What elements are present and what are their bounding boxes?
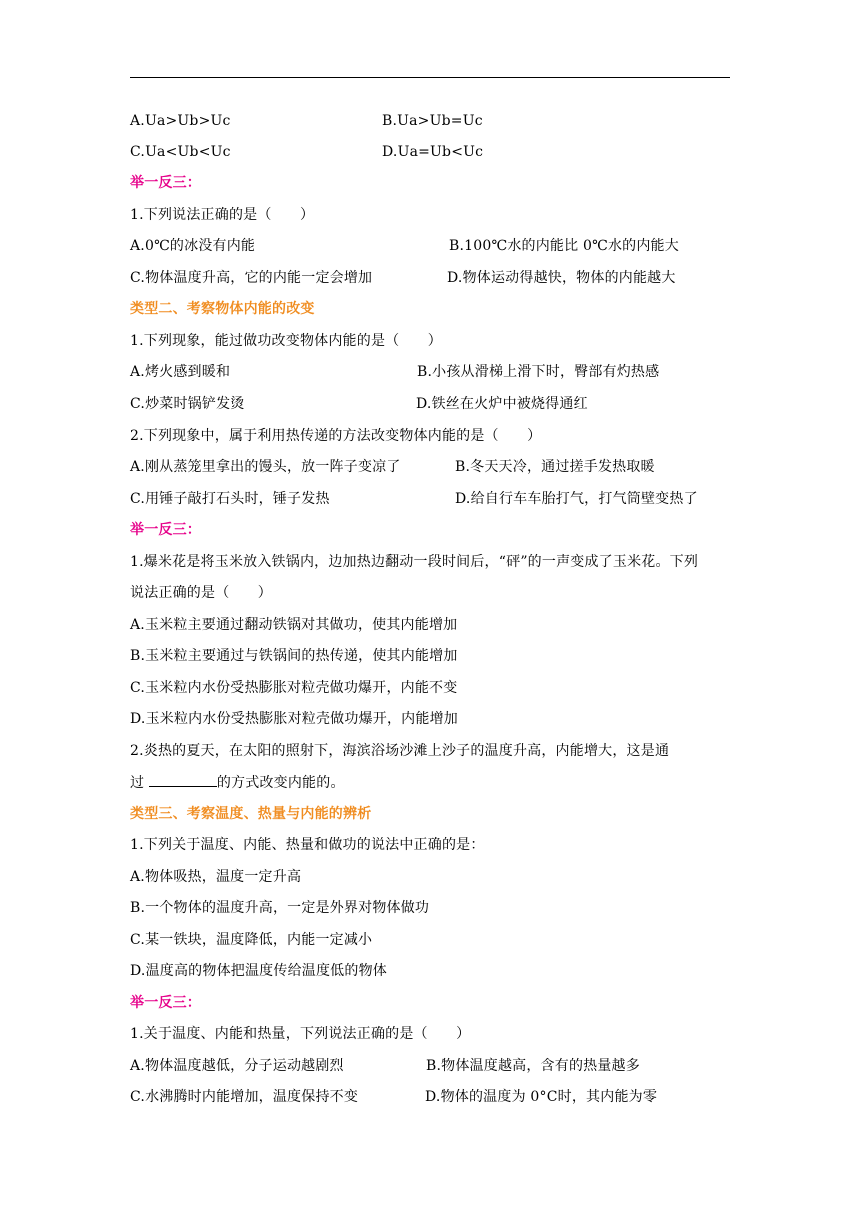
option-d: D.铁丝在火炉中被烧得通红 [416,396,588,412]
question-line [130,773,345,792]
option-d: D.物体运动得越快，物体的内能越大 [447,270,676,286]
option-a: A.物体温度越低，分子运动越剧烈 [130,1058,344,1074]
section-title-type3: 类型三、考察温度、热量与内能的辨析 [130,806,372,822]
option-a: A.玉米粒主要通过翻动铁锅对其做功，使其内能增加 [130,617,458,633]
option-b: B.玉米粒主要通过与铁锅间的热传递，使其内能增加 [130,648,458,664]
option-c: C.炒菜时锅铲发烫 [130,396,245,412]
option-b: B.小孩从滑梯上滑下时，臀部有灼热感 [417,364,660,380]
option-d: D.温度高的物体把温度传给温度低的物体 [130,963,387,979]
option-d: D.物体的温度为 0°C时，其内能为零 [425,1089,658,1105]
option-b: B.物体温度越高，含有的热量越多 [426,1058,640,1074]
option-d: D.玉米粒内水份受热膨胀对粒壳做功爆开，内能增加 [130,711,458,727]
question: 1.关于温度、内能和热量，下列说法正确的是（ ） [130,1026,471,1042]
question-line: 2.炎热的夏天，在太阳的照射下，海滨浴场沙滩上沙子的温度升高，内能增大，这是通 [130,743,670,759]
question: 1.下列现象，能过做功改变物体内能的是（ ） [130,333,442,349]
option-d: D.Ua=Ub<Uc [382,144,484,160]
question: 1.下列关于温度、内能、热量和做功的说法中正确的是： [130,837,485,853]
option-b: B.100℃水的内能比 0℃水的内能大 [449,238,679,254]
option-a: A.烤火感到暖和 [130,364,231,380]
question: 1.下列说法正确的是（ ） [130,207,315,223]
practice-heading: 举一反三： [130,995,201,1011]
option-c: C.玉米粒内水份受热膨胀对粒壳做功爆开，内能不变 [130,680,458,696]
question: 2.下列现象中，属于利用热传递的方法改变物体内能的是（ ） [130,428,542,444]
question-text: 的方式改变内能的。 [216,775,345,791]
question-line: 说法正确的是（ ） [130,585,272,601]
option-a: A.刚从蒸笼里拿出的馒头，放一阵子变凉了 [130,459,401,475]
practice-heading: 举一反三： [130,175,201,191]
question-text: 过 [130,775,149,791]
option-a: A.0℃的冰没有内能 [130,238,256,254]
option-a: A.物体吸热，温度一定升高 [130,869,302,885]
practice-heading: 举一反三： [130,522,201,538]
fill-blank[interactable] [149,773,217,787]
header-rule [130,77,730,78]
option-b: B.冬天天冷，通过搓手发热取暖 [455,459,655,475]
option-d: D.给自行车车胎打气，打气筒壁变热了 [455,491,698,507]
option-c: C.水沸腾时内能增加，温度保持不变 [130,1089,359,1105]
option-c: C.Ua<Ub<Uc [130,144,231,160]
option-c: C.用锤子敲打石头时，锤子发热 [130,491,330,507]
option-b: B.一个物体的温度升高，一定是外界对物体做功 [130,900,430,916]
section-title-type2: 类型二、考察物体内能的改变 [130,301,315,317]
option-c: C.某一铁块，温度降低，内能一定减小 [130,932,373,948]
question-line: 1.爆米花是将玉米放入铁锅内，边加热边翻动一段时间后，“砰”的一声变成了玉米花。下列 [130,554,699,570]
option-b: B.Ua>Ub=Uc [382,113,483,129]
option-a: A.Ua>Ub>Uc [130,113,231,129]
option-c: C.物体温度升高，它的内能一定会增加 [130,270,373,286]
